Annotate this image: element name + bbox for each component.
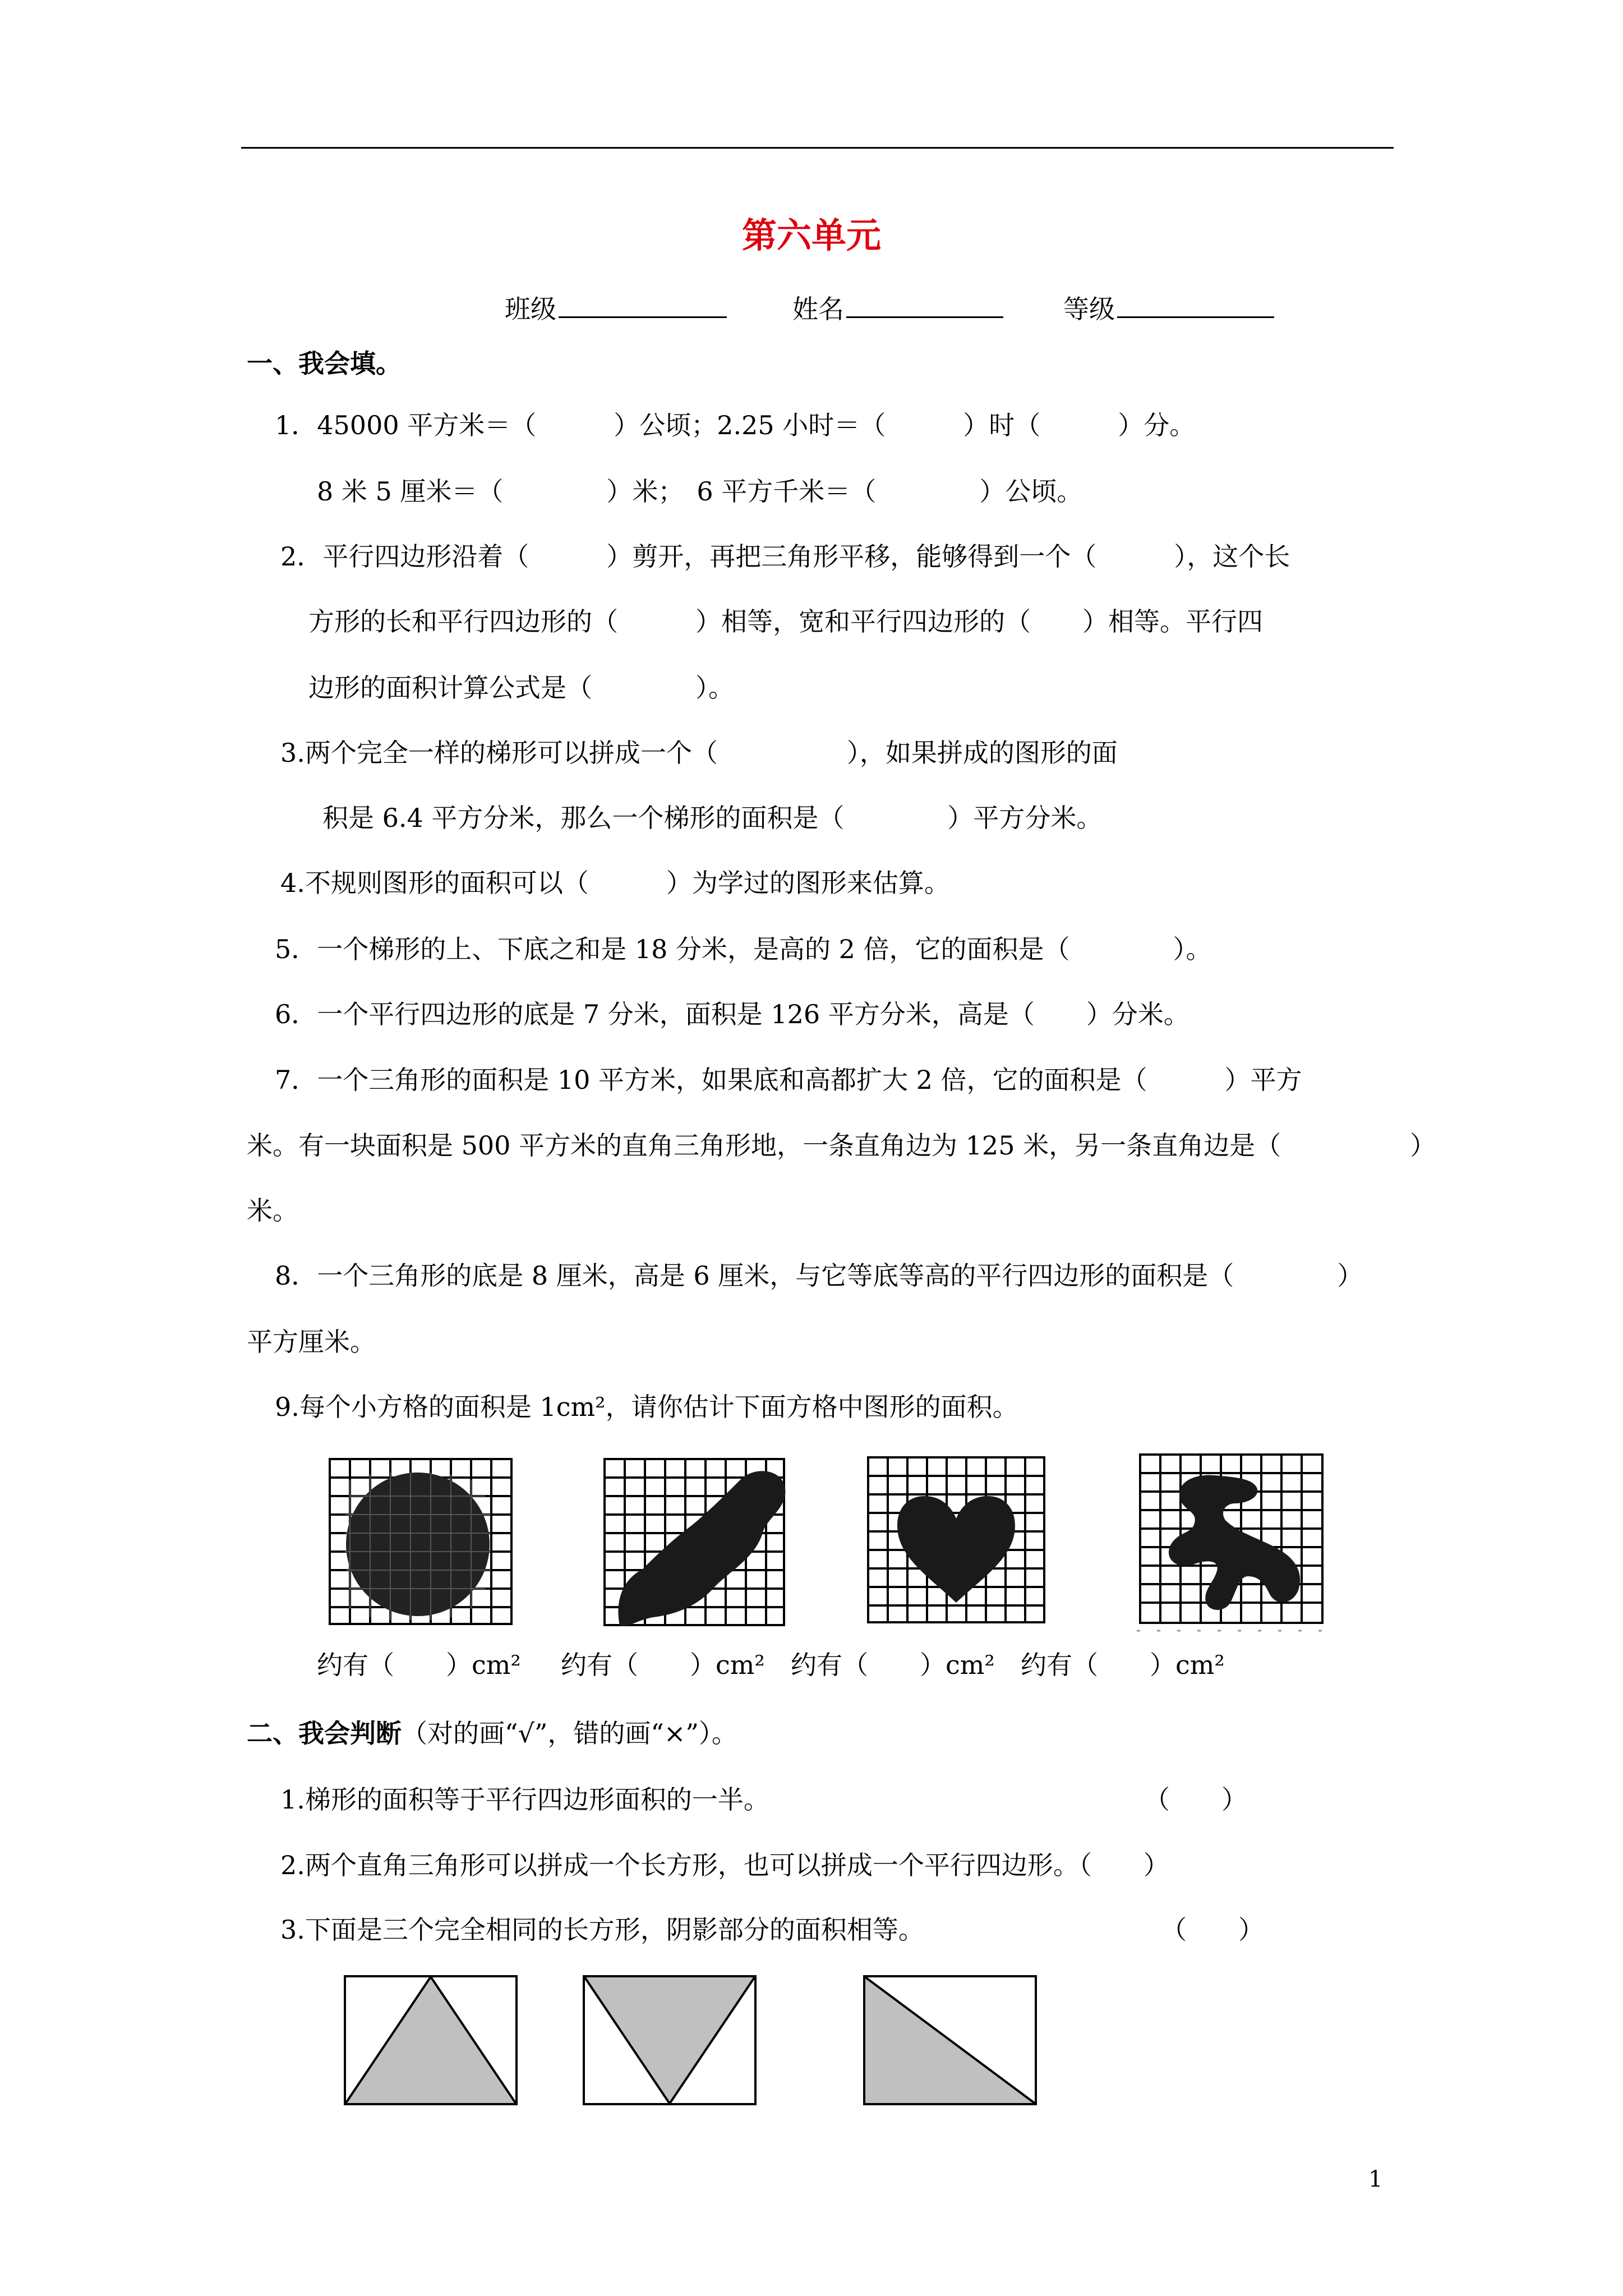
grade-field — [1063, 291, 1274, 326]
section2-heading-instructions: （对的画“√”，错的画“×”）。 — [402, 1718, 737, 1749]
question-2b: 方形的长和平行四边形的（ ）相等，宽和平行四边形的（ ）相等。平行四 — [308, 606, 1263, 637]
class-field — [505, 291, 727, 326]
question-7a: 7．一个三角形的面积是 10 平方米，如果底和高都扩大 2 倍，它的面积是（ ）平方 — [275, 1065, 1302, 1095]
question-7b: 米。有一块面积是 500 平方米的直角三角形地，一条直角边为 125 米，另一条直角边是（ ） — [247, 1130, 1436, 1161]
judge-1-answer[interactable]: （ ） — [1144, 1784, 1247, 1815]
judge-1: 1.梯形的面积等于平行四边形面积的一半。 — [280, 1784, 769, 1815]
name-label: 姓名 — [792, 294, 844, 324]
question-2c: 边形的面积计算公式是（ ）。 — [308, 673, 734, 703]
question-1b: 8 米 5 厘米＝（ ）米； 6 平方千米＝（ ）公顷。 — [317, 476, 1083, 507]
question-1a: 1．45000 平方米＝（ ）公顷；2.25 小时＝（ ）时（ ）分。 — [275, 410, 1196, 440]
question-4: 4.不规则图形的面积可以（ ）为学过的图形来估算。 — [280, 868, 950, 898]
grade-label: 等级 — [1063, 294, 1115, 324]
class-blank[interactable] — [559, 291, 727, 318]
question-8b: 平方厘米。 — [247, 1327, 376, 1357]
question-6: 6．一个平行四边形的底是 7 分米，面积是 126 平方分米，高是（ ）分米。 — [275, 999, 1189, 1029]
estimate-1: 约有（ ）cm² — [317, 1650, 521, 1680]
name-field — [792, 291, 1003, 326]
question-5: 5．一个梯形的上、下底之和是 18 分米，是高的 2 倍，它的面积是（ ）。 — [275, 934, 1212, 964]
rectangle-3-figure — [863, 1975, 1038, 2106]
section1-heading: 一、我会填。 — [247, 348, 402, 379]
estimate-2: 约有（ ）cm² — [561, 1650, 765, 1680]
shaded-triangle-1 — [345, 1977, 516, 2104]
judge-3-answer[interactable]: （ ） — [1161, 1915, 1264, 1945]
question-9: 9.每个小方格的面积是 1cm²，请你估计下面方格中图形的面积。 — [275, 1392, 1018, 1422]
grid-animal-figure — [1136, 1450, 1329, 1635]
section2-heading-bold: 二、我会判断 — [247, 1718, 402, 1749]
page-number: 1 — [1368, 2166, 1383, 2192]
estimate-3: 约有（ ）cm² — [791, 1650, 995, 1680]
question-7c: 米。 — [247, 1195, 298, 1226]
judge-2: 2.两个直角三角形可以拼成一个长方形，也可以拼成一个平行四边形。（ ） — [280, 1850, 1169, 1880]
judge-3: 3.下面是三个完全相同的长方形，阴影部分的面积相等。 — [280, 1915, 924, 1945]
question-3a: 3.两个完全一样的梯形可以拼成一个（ ），如果拼成的图形的面 — [280, 738, 1118, 768]
rectangle-1-figure — [343, 1975, 518, 2106]
rectangle-2-figure — [582, 1975, 757, 2106]
page-title: 第六单元 — [741, 215, 881, 256]
animal-shape — [1169, 1475, 1300, 1610]
question-8a: 8．一个三角形的底是 8 厘米，高是 6 厘米，与它等底等高的平行四边形的面积是（ ） — [275, 1260, 1363, 1291]
blob-shape — [618, 1471, 785, 1626]
grid-heart-figure — [866, 1456, 1046, 1624]
name-blank[interactable] — [846, 291, 1003, 318]
grid-circle-figure — [328, 1457, 513, 1626]
estimate-4: 约有（ ）cm² — [1021, 1650, 1225, 1680]
shaded-triangle-2 — [584, 1977, 755, 2104]
question-2a: 2．平行四边形沿着（ ）剪开，再把三角形平移，能够得到一个（ ），这个长 — [280, 541, 1290, 572]
section2-heading — [247, 1717, 737, 1750]
header-rule — [241, 147, 1394, 149]
class-label: 班级 — [505, 294, 556, 324]
question-3b: 积是 6.4 平方分米，那么一个梯形的面积是（ ）平方分米。 — [322, 803, 1103, 833]
circle-shape — [346, 1473, 490, 1616]
grade-blank[interactable] — [1117, 291, 1274, 318]
grid-blob-figure — [603, 1457, 788, 1631]
